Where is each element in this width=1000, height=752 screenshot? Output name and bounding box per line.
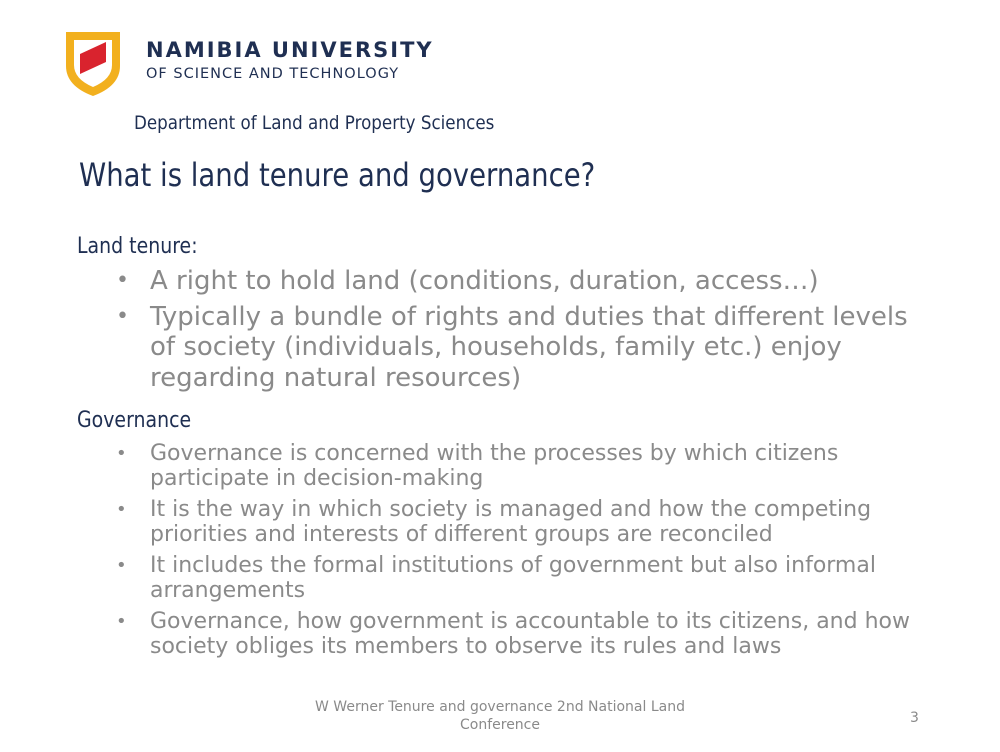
university-subtitle: OF SCIENCE AND TECHNOLOGY [146,66,400,82]
footer-text: W Werner Tenure and governance 2nd National Land Conference [315,699,685,733]
bullet-icon: • [116,555,127,576]
bullet-icon: • [116,303,129,329]
list-item [116,266,936,297]
bullet-text: It is the way in which society is managed and how the competing priorities and interests of different groups are reconciled [150,497,872,547]
section-heading-governance: Governance [77,408,192,433]
list-item [116,441,936,491]
list-item [116,497,936,547]
list-item [116,302,936,394]
bullet-icon: • [116,611,127,632]
bullet-text: A right to hold land (conditions, duration, access…) [150,266,819,296]
university-name: NAMIBIA UNIVERSITY [146,38,434,62]
section-heading-land-tenure: Land tenure: [77,234,198,259]
department-name: Department of Land and Property Sciences [134,112,495,134]
bullet-icon: • [116,499,127,520]
list-item [116,609,936,659]
university-logo [60,28,126,98]
slide-title: What is land tenure and governance? [79,156,596,194]
land-tenure-bullet-list [116,266,936,398]
bullet-icon: • [116,268,129,293]
bullet-text: Typically a bundle of rights and duties that different levels of society (individuals, households, family etc.) enjoy regarding natural resources) [150,301,908,393]
bullet-text: Governance, how government is accountable to its citizens, and how society obliges its members to observe its rules and laws [150,609,910,659]
page-number: 3 [910,710,919,726]
bullet-text: It includes the formal institutions of government but also informal arrangements [150,553,876,603]
bullet-icon: • [116,443,127,464]
list-item [116,553,936,603]
bullet-text: Governance is concerned with the processes by which citizens participate in decision-making [150,441,839,491]
governance-bullet-list [116,441,936,665]
